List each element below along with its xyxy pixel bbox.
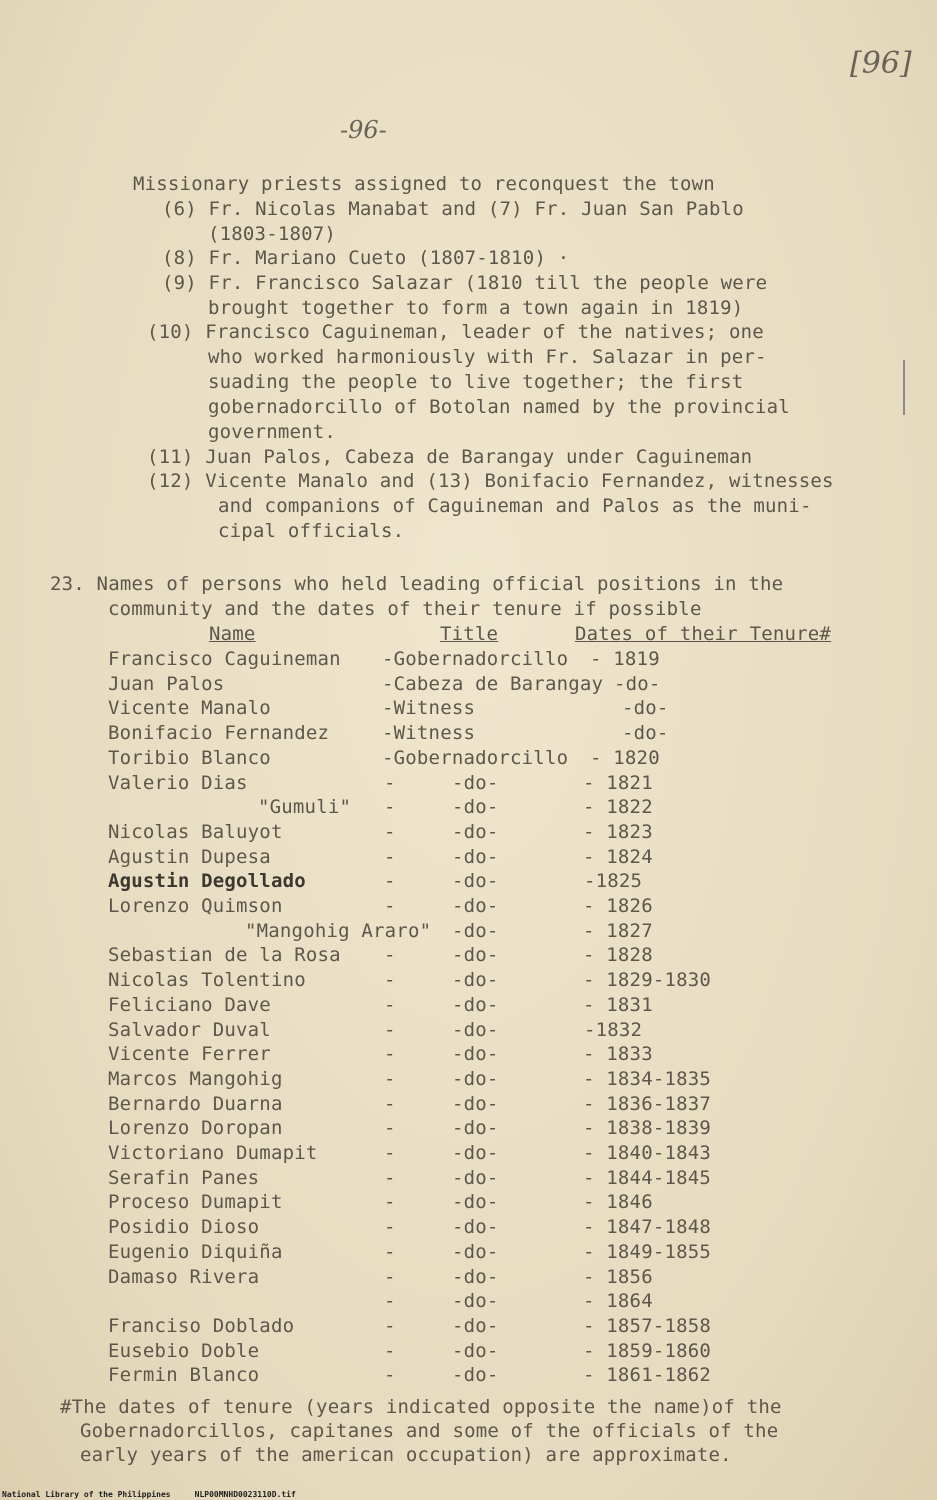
tenure-dates: - 1826 — [583, 895, 653, 917]
name-dash: - — [384, 994, 396, 1016]
official-name: "Gumuli" — [258, 796, 352, 818]
missionary-line: (9) Fr. Francisco Salazar (1810 till the people were — [162, 272, 768, 294]
official-name: Agustin Dupesa — [108, 846, 271, 868]
tenure-dates: - 1861-1862 — [583, 1364, 712, 1386]
name-dash: - — [384, 1068, 396, 1090]
official-title: -do- — [452, 1191, 499, 1213]
official-title: -do- — [452, 1241, 499, 1263]
margin-pencil-mark — [903, 360, 905, 415]
official-title: -do- — [452, 1142, 499, 1164]
official-name: Franciso Doblado — [108, 1315, 295, 1337]
official-name: Damaso Rivera — [108, 1266, 260, 1288]
official-name: Lorenzo Doropan — [108, 1117, 283, 1139]
missionary-line: and companions of Caguineman and Palos as the muni- — [218, 495, 812, 517]
official-name: Francisco Caguineman — [108, 648, 341, 670]
missionary-line: (8) Fr. Mariano Cueto (1807-1810) · — [162, 247, 570, 269]
official-title: -do- — [452, 1340, 499, 1362]
tenure-dates: - 1856 — [583, 1266, 653, 1288]
official-name: Posidio Dioso — [108, 1216, 260, 1238]
missionary-line: who worked harmoniously with Fr. Salazar in per- — [208, 346, 767, 368]
official-title: -Gobernadorcillo — [382, 747, 569, 769]
official-title: -do- — [452, 846, 499, 868]
name-dash: - — [384, 1167, 396, 1189]
name-dash: - — [384, 1364, 396, 1386]
name-dash: - — [384, 1043, 396, 1065]
official-title: -do- — [452, 1117, 499, 1139]
official-title: -do- — [452, 870, 499, 892]
official-title: -do- — [452, 969, 499, 991]
tenure-dates: - 1859-1860 — [583, 1340, 712, 1362]
official-name: Nicolas Baluyot — [108, 821, 283, 843]
name-dash: - — [384, 1340, 396, 1362]
tenure-dates: - 1838-1839 — [583, 1117, 712, 1139]
official-title: -Gobernadorcillo — [382, 648, 569, 670]
name-dash: - — [384, 1117, 396, 1139]
tenure-dates: - 1823 — [583, 821, 653, 843]
official-title: -do- — [452, 1019, 499, 1041]
official-title: -do- — [452, 920, 499, 942]
corner-annotation: [96] — [850, 46, 912, 81]
official-title: -do- — [452, 1068, 499, 1090]
official-title: -do- — [452, 1290, 499, 1312]
missionary-line: (10) Francisco Caguineman, leader of the natives; one — [147, 321, 764, 343]
name-dash: - — [384, 1142, 396, 1164]
name-dash: - — [384, 1216, 396, 1238]
official-name: Proceso Dumapit — [108, 1191, 283, 1213]
name-dash: - — [384, 821, 396, 843]
tenure-dates: - 1819 — [590, 648, 660, 670]
official-title: -do- — [452, 944, 499, 966]
tenure-dates: -1832 — [584, 1019, 643, 1041]
official-name: Serafin Panes — [108, 1167, 260, 1189]
name-dash: - — [384, 1191, 396, 1213]
tenure-dates: - 1857-1858 — [583, 1315, 712, 1337]
official-name: Toribio Blanco — [108, 747, 271, 769]
official-title: -Witness — [382, 722, 476, 744]
official-name: Lorenzo Quimson — [108, 895, 283, 917]
tenure-dates: - 1824 — [583, 846, 653, 868]
tenure-dates: - 1864 — [583, 1290, 653, 1312]
official-name: Bernardo Duarna — [108, 1093, 283, 1115]
tenure-dates: - 1831 — [583, 994, 653, 1016]
name-dash: - — [384, 1093, 396, 1115]
official-title: -do- — [452, 895, 499, 917]
missionary-line: brought together to form a town again in 1819) — [208, 297, 744, 319]
column-header-title: Title — [440, 623, 499, 645]
name-dash: - — [384, 1266, 396, 1288]
official-title: -Cabeza de Barangay — [382, 673, 604, 695]
page-number: -96- — [340, 116, 387, 144]
tenure-dates: - 1820 — [590, 747, 660, 769]
official-name: Valerio Dias — [108, 772, 248, 794]
missionary-line: gobernadorcillo of Botolan named by the provincial — [208, 396, 790, 418]
official-name: Salvador Duval — [108, 1019, 271, 1041]
official-name: Juan Palos — [108, 673, 225, 695]
official-title: -do- — [452, 1216, 499, 1238]
official-title: -do- — [452, 1266, 499, 1288]
section-23-intro: 23. Names of persons who held leading official positions in the — [50, 573, 784, 595]
tenure-dates: -do- — [622, 722, 669, 744]
official-title: -do- — [452, 1093, 499, 1115]
missionaries-heading: Missionary priests assigned to reconquest the town — [133, 173, 715, 195]
name-dash: - — [384, 895, 396, 917]
tenure-dates: - 1844-1845 — [583, 1167, 712, 1189]
name-dash: - — [384, 969, 396, 991]
name-dash: - — [384, 1019, 396, 1041]
tenure-dates: - 1836-1837 — [583, 1093, 712, 1115]
column-header-dates: Dates of their Tenure# — [575, 623, 832, 645]
tenure-dates: - 1821 — [583, 772, 653, 794]
section-23-intro-cont: community and the dates of their tenure if possible — [108, 598, 702, 620]
tenure-dates: -do- — [622, 697, 669, 719]
missionary-line: government. — [208, 421, 337, 443]
official-name: Feliciano Dave — [108, 994, 271, 1016]
footnote: #The dates of tenure (years indicated opposite the name)of the — [60, 1396, 782, 1418]
official-name: Vicente Manalo — [108, 697, 271, 719]
official-name: Bonifacio Fernandez — [108, 722, 330, 744]
tenure-dates: - 1833 — [583, 1043, 653, 1065]
missionary-line: (11) Juan Palos, Cabeza de Barangay under Caguineman — [147, 446, 753, 468]
official-title: -do- — [452, 1315, 499, 1337]
official-name: Nicolas Tolentino — [108, 969, 306, 991]
official-title: -do- — [452, 994, 499, 1016]
name-dash: - — [384, 796, 396, 818]
archive-footer: National Library of the Philippines NLP00MNHD0023110D.tif — [2, 1490, 296, 1499]
official-title: -do- — [452, 821, 499, 843]
tenure-dates: - 1829-1830 — [583, 969, 712, 991]
tenure-dates: -1825 — [584, 870, 643, 892]
column-header-name: Name — [209, 623, 256, 645]
tenure-dates: -do- — [614, 673, 661, 695]
name-dash: - — [384, 772, 396, 794]
name-dash: - — [384, 1241, 396, 1263]
missionary-line: (12) Vicente Manalo and (13) Bonifacio Fernandez, witnesses — [147, 470, 834, 492]
official-name: "Mangohig Araro" — [245, 920, 432, 942]
tenure-dates: - 1840-1843 — [583, 1142, 712, 1164]
name-dash: - — [384, 1315, 396, 1337]
tenure-dates: - 1828 — [583, 944, 653, 966]
missionary-line: cipal officials. — [218, 520, 405, 542]
official-name: Eusebio Doble — [108, 1340, 260, 1362]
official-title: -do- — [452, 772, 499, 794]
official-title: -Witness — [382, 697, 476, 719]
footnote: early years of the american occupation) are approximate. — [80, 1444, 732, 1466]
tenure-dates: - 1827 — [583, 920, 653, 942]
official-title: -do- — [452, 1043, 499, 1065]
official-name: Agustin Degollado — [108, 870, 306, 892]
tenure-dates: - 1849-1855 — [583, 1241, 712, 1263]
official-name: Sebastian de la Rosa — [108, 944, 341, 966]
name-dash: - — [384, 1290, 396, 1312]
missionary-line: (6) Fr. Nicolas Manabat and (7) Fr. Juan San Pablo — [162, 198, 744, 220]
name-dash: - — [384, 846, 396, 868]
official-name: Vicente Ferrer — [108, 1043, 271, 1065]
official-name: Victoriano Dumapit — [108, 1142, 318, 1164]
tenure-dates: - 1847-1848 — [583, 1216, 712, 1238]
official-name: Marcos Mangohig — [108, 1068, 283, 1090]
missionary-line: (1803-1807) — [208, 223, 337, 245]
tenure-dates: - 1834-1835 — [583, 1068, 712, 1090]
missionary-line: suading the people to live together; the first — [208, 371, 744, 393]
name-dash: - — [384, 870, 396, 892]
official-title: -do- — [452, 796, 499, 818]
official-title: -do- — [452, 1364, 499, 1386]
official-title: -do- — [452, 1167, 499, 1189]
name-dash: - — [384, 944, 396, 966]
tenure-dates: - 1822 — [583, 796, 653, 818]
tenure-dates: - 1846 — [583, 1191, 653, 1213]
footnote: Gobernadorcillos, capitanes and some of the officials of the — [80, 1420, 779, 1442]
official-name: Fermin Blanco — [108, 1364, 260, 1386]
official-name: Eugenio Diquiña — [108, 1241, 283, 1263]
